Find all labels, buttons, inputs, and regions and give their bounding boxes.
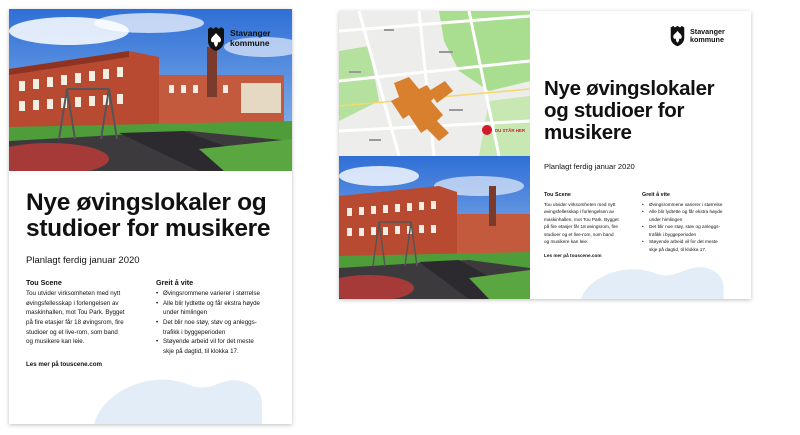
good-to-know-section (156, 277, 286, 356)
stavanger-kommune-logo (669, 25, 725, 47)
headline-line-1: Nye øvingslokaler og (26, 189, 267, 216)
list-item: • Alle blir lydtette og får ekstra høyde under himlingen (163, 299, 286, 318)
more-info-link: Les mer på touscene.com (26, 360, 102, 368)
more-info-link: Les mer på touscene.com (544, 252, 602, 258)
section-body: Tou utvider virksomheten med nytt øvingsfellesskap i forlengelsen av maskinhallen, mot Tou Park. Bygget på fire etasjer får 18 øvingsrom, fire studioer og et live-rom, som band og musikere kan leie. (544, 201, 619, 245)
map-marker-label: DU STÅR HER (495, 128, 526, 133)
decorative-blob (531, 254, 751, 299)
completion-date: Planlagt ferdig januar 2020 (544, 162, 635, 171)
headline-line-2: studioer for musikere (26, 215, 271, 243)
good-to-know-section (642, 191, 738, 253)
stavanger-crest-icon (206, 26, 226, 52)
poster-landscape (339, 11, 751, 299)
list-item: • Støyende arbeid vil for det meste skje på dagtid, til klokka 17. (163, 337, 286, 356)
list-item: • Det blir noe støy, støv og anleggs- trafikk i byggeperioden (649, 223, 738, 238)
bullet-list (156, 289, 286, 356)
stavanger-crest-icon (669, 25, 686, 47)
list-item: • Det blir noe støy, støv og anleggs- trafikk i byggeperioden (163, 318, 286, 337)
poster-headline (26, 190, 286, 243)
section-heading: Tou Scene (26, 278, 62, 287)
list-item: • Øvingsrommene varierer i størrelse (649, 201, 738, 209)
bullet-list (642, 201, 738, 254)
logo-line-2: kommune (230, 38, 270, 48)
headline-line-3: musikere (544, 121, 632, 145)
section-heading: Greit å vite (156, 278, 194, 287)
logo-line-2: kommune (690, 35, 724, 44)
logo-line-1: Stavanger (230, 28, 271, 39)
tou-scene-section (26, 277, 146, 369)
section-body: Tou utvider virksomheten med nytt øvingsfellesskap i forlengelsen av maskinhallen, mot Tou Park. Bygget på fire etasjer får 18 øvingsrom, fire studioer og et live-rom, som band og musikere kan leie. (26, 290, 125, 346)
section-heading: Tou Scene (544, 192, 571, 198)
poster-headline (544, 78, 744, 144)
headline-line-2: og studioer for (544, 99, 685, 123)
poster-portrait (9, 9, 292, 424)
completion-date: Planlagt ferdig januar 2020 (26, 255, 140, 266)
headline-line-1: Nye øvingslokaler (544, 77, 715, 100)
list-item: • Øvingsrommene varierer i størrelse (163, 289, 286, 299)
decorative-blob (9, 361, 292, 424)
school-building-photo (339, 156, 530, 299)
tou-scene-section (544, 191, 632, 259)
list-item: • Støyende arbeid vil for det meste skje på dagtid, til klokka 17. (649, 238, 738, 253)
site-map (339, 11, 530, 156)
list-item: • Alle blir lydtette og får ekstra høyde under himlingen (649, 208, 738, 223)
stavanger-kommune-logo (206, 26, 271, 52)
logo-line-1: Stavanger (690, 26, 725, 36)
section-heading: Greit å vite (642, 192, 670, 198)
